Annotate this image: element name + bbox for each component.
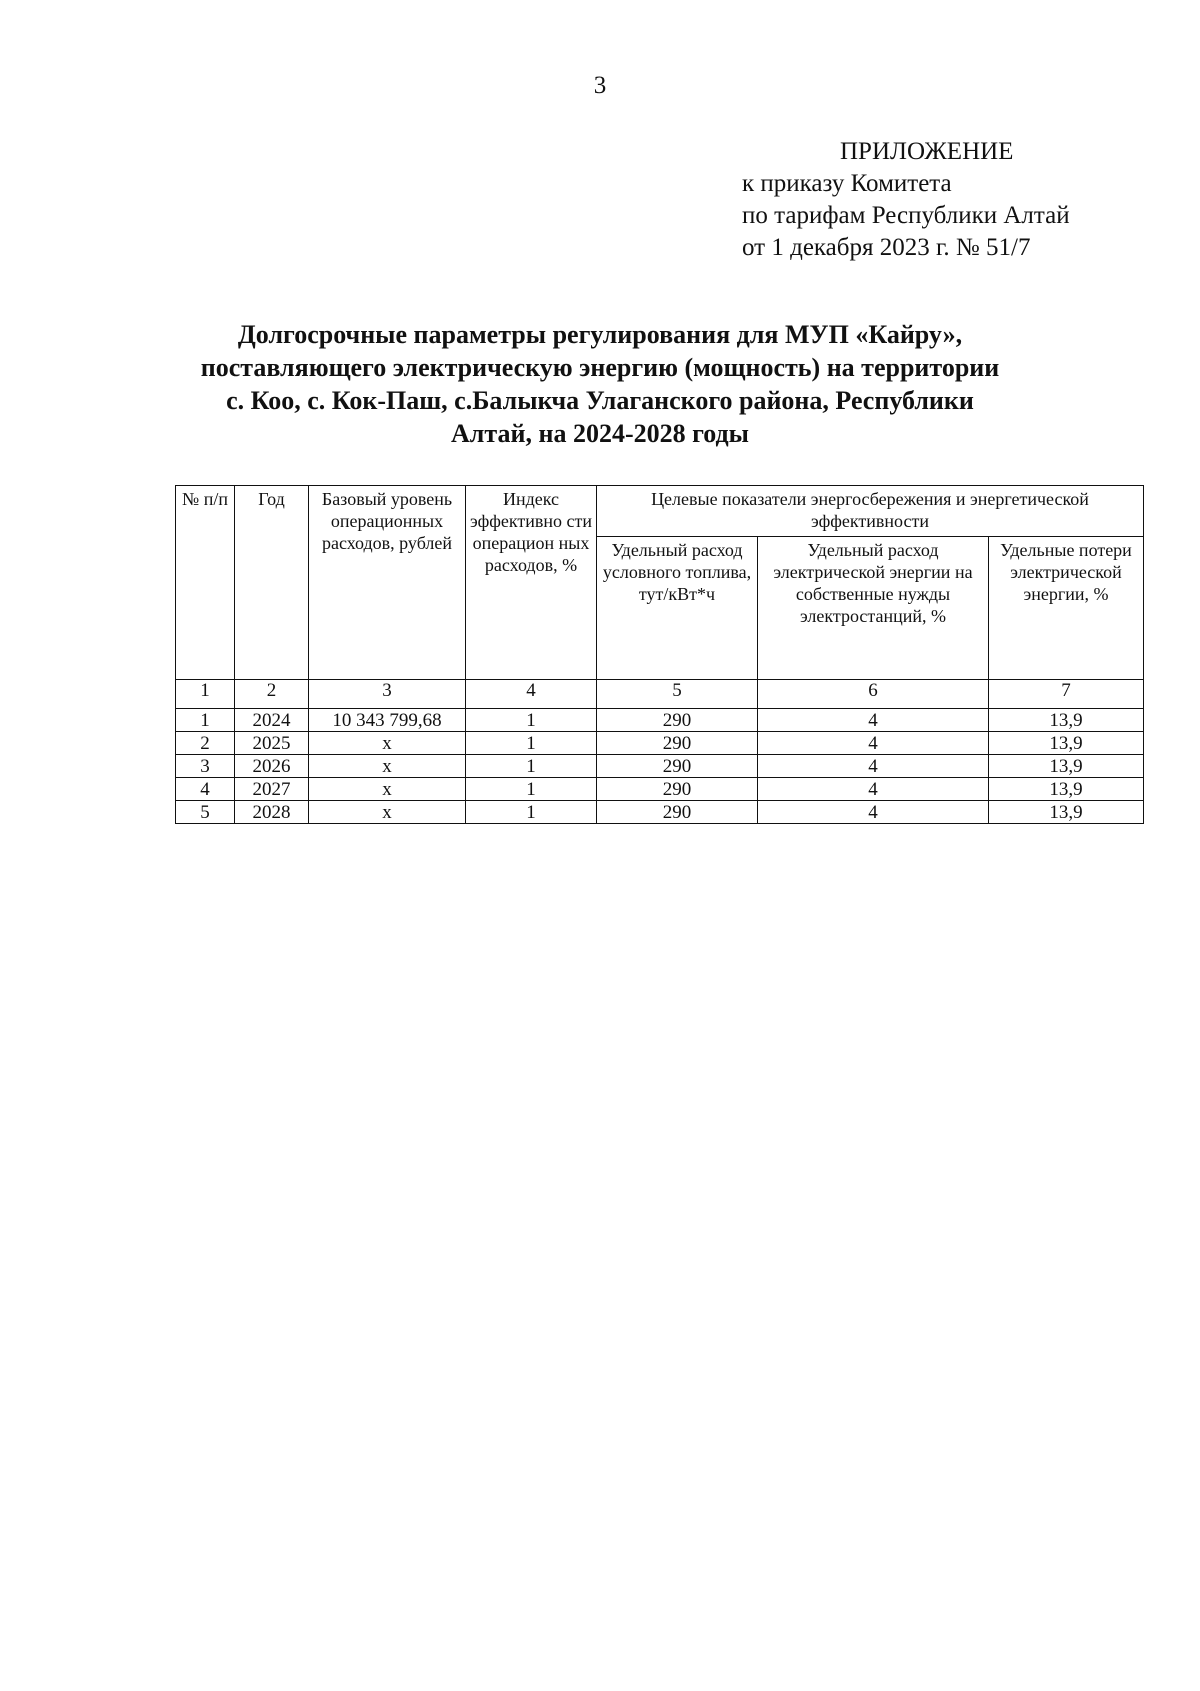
cell-own-needs: 4 — [758, 709, 989, 732]
cell-own-needs: 4 — [758, 801, 989, 824]
appendix-line-3: от 1 декабря 2023 г. № 51/7 — [742, 234, 1031, 261]
cell-losses: 13,9 — [989, 778, 1144, 801]
appendix-line-1: к приказу Комитета — [742, 170, 952, 197]
table-row — [176, 709, 1144, 732]
title-line: Долгосрочные параметры регулирования для МУП «Кайру», — [237, 320, 963, 349]
cell-num: 5 — [176, 801, 235, 824]
cell-fuel: 290 — [597, 778, 758, 801]
table-row — [176, 801, 1144, 824]
cell-fuel: 290 — [597, 755, 758, 778]
cell-year: 2028 — [235, 801, 309, 824]
column-number: 7 — [989, 680, 1144, 709]
header-year: Год — [235, 486, 309, 680]
cell-base-level: х — [309, 801, 466, 824]
cell-year: 2024 — [235, 709, 309, 732]
cell-losses: 13,9 — [989, 801, 1144, 824]
cell-efficiency-index: 1 — [466, 778, 597, 801]
column-number: 5 — [597, 680, 758, 709]
column-number: 2 — [235, 680, 309, 709]
cell-num: 1 — [176, 709, 235, 732]
appendix-title: ПРИЛОЖЕНИЕ — [840, 138, 1014, 165]
table-row — [176, 732, 1144, 755]
appendix-line-2: по тарифам Республики Алтай — [742, 202, 1070, 229]
table-row — [176, 755, 1144, 778]
column-number: 6 — [758, 680, 989, 709]
header-own-needs: Удельный расход электрической энергии на собственные нужды электростанций, % — [758, 537, 989, 680]
header-efficiency-index: Индекс эффективно сти операцион ных расходов, % — [466, 486, 597, 680]
title-line: поставляющего электрическую энергию (мощность) на территории — [200, 353, 1000, 382]
cell-num: 3 — [176, 755, 235, 778]
cell-base-level: х — [309, 778, 466, 801]
cell-own-needs: 4 — [758, 778, 989, 801]
header-targets-group: Целевые показатели энергосбережения и энергетической эффективности — [597, 486, 1144, 537]
header-fuel: Удельный расход условного топлива, тут/кВт*ч — [597, 537, 758, 680]
cell-base-level: 10 343 799,68 — [309, 709, 466, 732]
cell-own-needs: 4 — [758, 755, 989, 778]
cell-losses: 13,9 — [989, 709, 1144, 732]
cell-efficiency-index: 1 — [466, 801, 597, 824]
cell-efficiency-index: 1 — [466, 755, 597, 778]
cell-losses: 13,9 — [989, 732, 1144, 755]
cell-base-level: х — [309, 732, 466, 755]
column-number: 4 — [466, 680, 597, 709]
title-line: с. Коо, с. Кок-Паш, с.Балыкча Улаганского района, Республики — [226, 386, 974, 415]
cell-losses: 13,9 — [989, 755, 1144, 778]
column-numbers-row — [176, 680, 1144, 709]
table-row — [176, 778, 1144, 801]
title-line: Алтай, на 2024-2028 годы — [451, 419, 749, 448]
header-losses: Удельные потери электрической энергии, % — [989, 537, 1144, 680]
cell-fuel: 290 — [597, 709, 758, 732]
cell-own-needs: 4 — [758, 732, 989, 755]
cell-year: 2027 — [235, 778, 309, 801]
cell-fuel: 290 — [597, 801, 758, 824]
cell-base-level: х — [309, 755, 466, 778]
header-num: № п/п — [176, 486, 235, 680]
cell-num: 2 — [176, 732, 235, 755]
cell-num: 4 — [176, 778, 235, 801]
header-base-level: Базовый уровень операционных расходов, рублей — [309, 486, 466, 680]
page-number: 3 — [593, 72, 607, 99]
cell-year: 2026 — [235, 755, 309, 778]
document-title — [160, 318, 1040, 450]
cell-fuel: 290 — [597, 732, 758, 755]
cell-efficiency-index: 1 — [466, 709, 597, 732]
cell-efficiency-index: 1 — [466, 732, 597, 755]
appendix-block — [742, 136, 1070, 264]
column-number: 1 — [176, 680, 235, 709]
parameters-table — [175, 485, 1144, 824]
cell-year: 2025 — [235, 732, 309, 755]
column-number: 3 — [309, 680, 466, 709]
